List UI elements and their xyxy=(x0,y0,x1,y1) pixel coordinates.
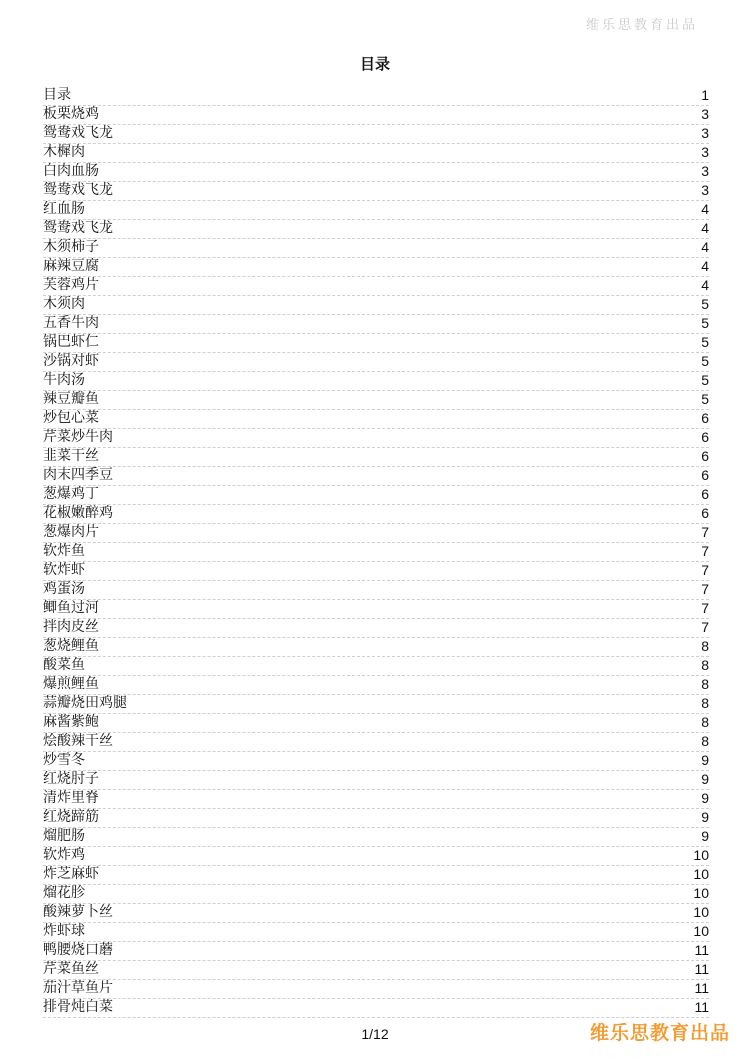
toc-entry[interactable] xyxy=(43,239,709,258)
toc-entry-title: 辣豆瓣鱼 xyxy=(43,391,99,407)
toc-entry-title: 鲫鱼过河 xyxy=(43,600,99,616)
toc-entry[interactable] xyxy=(43,809,709,828)
toc-entry-title: 拌肉皮丝 xyxy=(43,619,99,635)
toc-entry[interactable] xyxy=(43,771,709,790)
toc-entry-title: 木须肉 xyxy=(43,296,85,312)
toc-entry[interactable] xyxy=(43,163,709,182)
toc-entry-title: 鸡蛋汤 xyxy=(43,581,85,597)
toc-entry-page: 8 xyxy=(701,733,709,749)
toc-entry[interactable] xyxy=(43,581,709,600)
toc-entry-title: 软炸鱼 xyxy=(43,543,85,559)
toc-entry-page: 4 xyxy=(701,201,709,217)
toc-entry-page: 6 xyxy=(701,429,709,445)
toc-entry[interactable] xyxy=(43,885,709,904)
toc-entry-title: 熘花胗 xyxy=(43,885,85,901)
toc-entry-page: 5 xyxy=(701,315,709,331)
toc-entry[interactable] xyxy=(43,334,709,353)
toc-entry-title: 白肉血肠 xyxy=(43,163,99,179)
toc-entry-title: 五香牛肉 xyxy=(43,315,99,331)
toc-entry-title: 鸭腰烧口蘑 xyxy=(43,942,113,958)
toc-entry-title: 花椒嫩醉鸡 xyxy=(43,505,113,521)
toc-entry[interactable] xyxy=(43,999,709,1018)
toc-entry[interactable] xyxy=(43,353,709,372)
toc-entry-title: 烩酸辣干丝 xyxy=(43,733,113,749)
toc-entry-page: 3 xyxy=(701,182,709,198)
toc-entry-title: 锅巴虾仁 xyxy=(43,334,99,350)
toc-entry-title: 酸菜鱼 xyxy=(43,657,85,673)
toc-entry-page: 5 xyxy=(701,372,709,388)
toc-entry[interactable] xyxy=(43,182,709,201)
toc-entry[interactable] xyxy=(43,714,709,733)
toc-entry[interactable] xyxy=(43,315,709,334)
toc-entry[interactable] xyxy=(43,600,709,619)
toc-entry[interactable] xyxy=(43,220,709,239)
toc-entry[interactable] xyxy=(43,676,709,695)
toc-entry-title: 软炸虾 xyxy=(43,562,85,578)
toc-entry-page: 9 xyxy=(701,828,709,844)
toc-entry-title: 芹菜炒牛肉 xyxy=(43,429,113,445)
toc-entry-title: 韭菜干丝 xyxy=(43,448,99,464)
toc-entry-title: 木须柿子 xyxy=(43,239,99,255)
toc-entry-page: 6 xyxy=(701,467,709,483)
toc-entry[interactable] xyxy=(43,695,709,714)
toc-entry-page: 4 xyxy=(701,258,709,274)
toc-entry-page: 9 xyxy=(701,790,709,806)
toc-entry-title: 红血肠 xyxy=(43,201,85,217)
toc-entry[interactable] xyxy=(43,866,709,885)
toc-entry[interactable] xyxy=(43,942,709,961)
toc-entry[interactable] xyxy=(43,619,709,638)
toc-entry-page: 9 xyxy=(701,752,709,768)
toc-entry-title: 蒜瓣烧田鸡腿 xyxy=(43,695,127,711)
toc-entry-page: 11 xyxy=(694,942,709,958)
toc-entry-title: 炒雪冬 xyxy=(43,752,85,768)
toc-entry[interactable] xyxy=(43,372,709,391)
toc-entry-title: 芹菜鱼丝 xyxy=(43,961,99,977)
toc-entry-title: 爆煎鲤鱼 xyxy=(43,676,99,692)
toc-entry-page: 10 xyxy=(693,923,709,939)
toc-entry[interactable] xyxy=(43,258,709,277)
toc-entry-page: 10 xyxy=(693,904,709,920)
toc-entry[interactable] xyxy=(43,391,709,410)
toc-entry-title: 红烧肘子 xyxy=(43,771,99,787)
toc-entry-page: 6 xyxy=(701,410,709,426)
toc-entry-page: 8 xyxy=(701,676,709,692)
toc-entry-title: 茄汁草鱼片 xyxy=(43,980,113,996)
toc-entry-page: 3 xyxy=(701,163,709,179)
toc-entry[interactable] xyxy=(43,144,709,163)
toc-entry-page: 7 xyxy=(701,543,709,559)
toc-entry[interactable] xyxy=(43,201,709,220)
toc-entry[interactable] xyxy=(43,923,709,942)
toc-entry[interactable] xyxy=(43,828,709,847)
toc-entry[interactable] xyxy=(43,543,709,562)
toc-entry-title: 葱烧鲤鱼 xyxy=(43,638,99,654)
toc-entry[interactable] xyxy=(43,524,709,543)
toc-entry-title: 沙锅对虾 xyxy=(43,353,99,369)
toc-entry-page: 8 xyxy=(701,714,709,730)
toc-entry-page: 3 xyxy=(701,144,709,160)
toc-entry-title: 鸳鸯戏飞龙 xyxy=(43,220,113,236)
toc-entry[interactable] xyxy=(43,125,709,144)
toc-entry[interactable] xyxy=(43,467,709,486)
toc-entry-title: 木樨肉 xyxy=(43,144,85,160)
toc-entry[interactable] xyxy=(43,790,709,809)
toc-entry-page: 5 xyxy=(701,334,709,350)
toc-entry-page: 7 xyxy=(701,524,709,540)
toc-entry[interactable] xyxy=(43,562,709,581)
toc-entry-page: 6 xyxy=(701,486,709,502)
toc-list xyxy=(43,87,709,1018)
toc-entry[interactable] xyxy=(43,277,709,296)
page-number: 1/12 xyxy=(361,1026,389,1042)
toc-entry-page: 7 xyxy=(701,600,709,616)
toc-entry-page: 7 xyxy=(701,581,709,597)
toc-entry-page: 4 xyxy=(701,277,709,293)
toc-entry-title: 鸳鸯戏飞龙 xyxy=(43,182,113,198)
toc-entry-page: 8 xyxy=(701,638,709,654)
toc-entry[interactable] xyxy=(43,505,709,524)
toc-entry-title: 炒包心菜 xyxy=(43,410,99,426)
toc-entry[interactable] xyxy=(43,847,709,866)
toc-entry-title: 鸳鸯戏飞龙 xyxy=(43,125,113,141)
page-title: 目录 xyxy=(359,55,390,73)
toc-entry-page: 3 xyxy=(701,106,709,122)
toc-entry[interactable] xyxy=(43,448,709,467)
toc-entry-page: 8 xyxy=(701,695,709,711)
toc-entry-title: 麻酱紫鲍 xyxy=(43,714,99,730)
toc-entry-title: 麻辣豆腐 xyxy=(43,258,99,274)
toc-entry[interactable] xyxy=(43,410,709,429)
toc-entry[interactable] xyxy=(43,486,709,505)
toc-entry-title: 葱爆肉片 xyxy=(43,524,99,540)
toc-entry-page: 11 xyxy=(694,980,709,996)
toc-entry-page: 5 xyxy=(701,391,709,407)
toc-entry[interactable] xyxy=(43,296,709,315)
toc-entry-page: 10 xyxy=(693,847,709,863)
toc-entry-title: 熘肥肠 xyxy=(43,828,85,844)
toc-entry-title: 芙蓉鸡片 xyxy=(43,277,99,293)
toc-entry-title: 清炸里脊 xyxy=(43,790,99,806)
toc-entry-title: 肉末四季豆 xyxy=(43,467,113,483)
toc-entry-title: 牛肉汤 xyxy=(43,372,85,388)
toc-entry-page: 1 xyxy=(701,87,709,103)
toc-entry-page: 10 xyxy=(693,885,709,901)
toc-entry-page: 6 xyxy=(701,448,709,464)
toc-entry-page: 3 xyxy=(701,125,709,141)
toc-entry-title: 板栗烧鸡 xyxy=(43,106,99,122)
toc-entry-page: 9 xyxy=(701,771,709,787)
toc-entry-page: 6 xyxy=(701,505,709,521)
footer-brand-logo: 维乐思教育出品 xyxy=(589,1022,730,1044)
toc-entry-title: 软炸鸡 xyxy=(43,847,85,863)
toc-entry-page: 5 xyxy=(701,353,709,369)
header-brand: 维乐思教育出品 xyxy=(585,18,698,33)
toc-entry[interactable] xyxy=(43,106,709,125)
toc-entry[interactable] xyxy=(43,657,709,676)
toc-entry-page: 7 xyxy=(701,562,709,578)
toc-entry-title: 排骨炖白菜 xyxy=(43,999,113,1015)
toc-entry[interactable] xyxy=(43,961,709,980)
toc-entry[interactable] xyxy=(43,733,709,752)
toc-entry-page: 5 xyxy=(701,296,709,312)
toc-entry-page: 10 xyxy=(693,866,709,882)
toc-entry[interactable] xyxy=(43,87,709,106)
toc-entry-page: 11 xyxy=(694,961,709,977)
toc-entry[interactable] xyxy=(43,638,709,657)
toc-entry-page: 4 xyxy=(701,220,709,236)
toc-entry[interactable] xyxy=(43,429,709,448)
toc-entry-page: 7 xyxy=(701,619,709,635)
toc-entry-title: 目录 xyxy=(43,87,71,103)
toc-entry[interactable] xyxy=(43,980,709,999)
toc-entry-title: 红烧蹄筋 xyxy=(43,809,99,825)
toc-entry[interactable] xyxy=(43,904,709,923)
toc-entry-page: 4 xyxy=(701,239,709,255)
toc-entry-page: 9 xyxy=(701,809,709,825)
toc-entry-title: 炸芝麻虾 xyxy=(43,866,99,882)
toc-entry[interactable] xyxy=(43,752,709,771)
toc-entry-page: 8 xyxy=(701,657,709,673)
toc-entry-page: 11 xyxy=(694,999,709,1015)
toc-entry-title: 葱爆鸡丁 xyxy=(43,486,99,502)
toc-entry-title: 酸辣萝卜丝 xyxy=(43,904,113,920)
toc-entry-title: 炸虾球 xyxy=(43,923,85,939)
